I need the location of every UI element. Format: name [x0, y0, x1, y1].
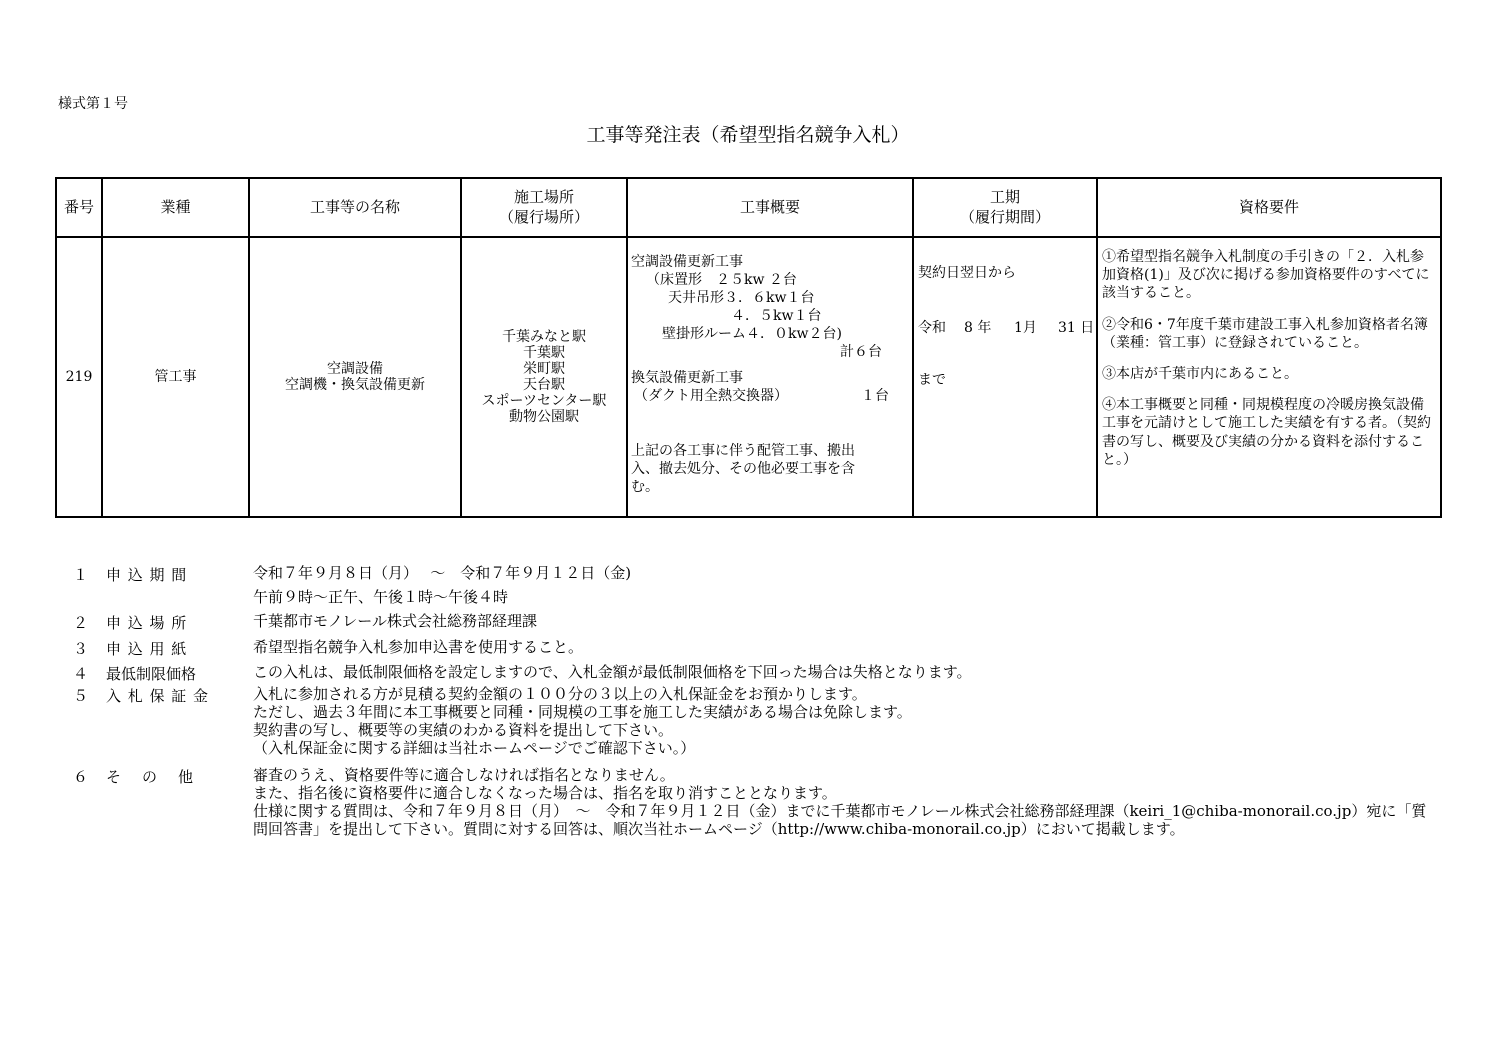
- note-line: この入札は、最低制限価格を設定しますので、入札金額が最低制限価格を下回った場合は失格となります。: [253, 663, 972, 681]
- table-row: [56, 237, 1441, 517]
- overview-line: む。: [631, 479, 659, 495]
- period-year: 8 年: [964, 320, 992, 336]
- header-period: [913, 178, 1097, 237]
- row-type: 管工事: [102, 237, 249, 517]
- note-line: 契約書の写し、概要等の実績のわかる資料を提出して下さい。: [253, 721, 674, 739]
- header-site: [461, 178, 627, 237]
- overview-line: 空調設備更新工事: [631, 254, 743, 270]
- note-line: また、指名後に資格要件に適合しなくなった場合は、指名を取り消すこととなります。: [253, 784, 837, 802]
- period-month: 1月: [1014, 320, 1037, 336]
- overview-line: １台: [861, 388, 889, 404]
- period-era: 令和: [918, 320, 946, 336]
- header-period-line1: 工期: [989, 188, 1020, 206]
- note-line: （入札保証金に関する詳細は当社ホームページでご確認下さい。）: [253, 739, 696, 757]
- note-line: 午前９時～正午、午後１時～午後４時: [253, 588, 509, 606]
- note-line: 審査のうえ、資格要件等に適合しなければ指名となりません。: [253, 766, 675, 784]
- note-text: [253, 564, 631, 606]
- row-qualification: [1097, 237, 1441, 517]
- header-type: 業種: [102, 178, 249, 237]
- note-line: 千葉都市モノレール株式会社総務部経理課: [253, 612, 537, 630]
- qualification-item: ②令和6・7年度千葉市建設工事入札参加資格者名簿（業種：管工事）に登録されていること。: [1102, 316, 1428, 351]
- form-number: 様式第１号: [58, 96, 128, 112]
- period-until: まで: [918, 372, 946, 388]
- site-item: 天台駅: [523, 377, 565, 393]
- qualification-item: ③本店が千葉市内にあること。: [1102, 365, 1298, 382]
- document-title: 工事等発注表（希望型指名競争入札）: [586, 124, 910, 146]
- row-number: 219: [56, 237, 102, 517]
- qualification-item: ①希望型指名競争入札制度の手引きの「２．入札参加資格(1)」及び次に掲げる参加資格要件のすべてに該当すること。: [1102, 249, 1430, 302]
- note-line: 令和７年９月８日（月） ～ 令和７年９月１２日（金): [253, 564, 632, 582]
- header-period-line2: （履行期間）: [959, 207, 1050, 226]
- note-line: 入札に参加される方が見積る契約金額の１００分の３以上の入札保証金をお預かりします。: [253, 685, 867, 703]
- site-item: 動物公園駅: [509, 409, 579, 426]
- note-label: そ の 他: [106, 768, 197, 786]
- note-line: ただし、過去３年間に本工事概要と同種・同規模の工事を施工した実績がある場合は免除します。: [253, 703, 912, 721]
- header-name: 工事等の名称: [249, 178, 461, 237]
- table-header-row: [56, 178, 1441, 237]
- note-number: ３: [73, 640, 89, 658]
- overview-line: （床置形 ２５kw ２台: [646, 272, 797, 288]
- row-name-line1: 空調設備: [327, 360, 383, 377]
- note-number: ２: [73, 614, 89, 632]
- note-line: 希望型指名競争入札参加申込書を使用すること。: [253, 638, 584, 656]
- qualification-item: ④本工事概要と同種・同規模程度の冷暖房換気設備工事を元請けとして施工した実績を有する者。（契約書の写し、概要及び実績の分かる資料を添付すること。）: [1102, 397, 1431, 468]
- note-text: [253, 663, 972, 681]
- row-sites: [461, 237, 627, 517]
- row-name: [249, 237, 461, 517]
- overview-line: 壁掛形ルーム４．０kw２台): [662, 326, 842, 342]
- header-number: 番号: [56, 178, 102, 237]
- order-table: [55, 177, 1442, 518]
- header-site-line2: （履行場所）: [498, 207, 589, 226]
- overview-line: 上記の各工事に伴う配管工事、搬出: [631, 443, 855, 459]
- site-item: スポーツセンター駅: [481, 393, 607, 410]
- note-number: ６: [73, 768, 89, 786]
- overview-line: ４．５kw１台: [731, 308, 822, 324]
- overview-line: 換気設備更新工事: [631, 370, 743, 386]
- note-text: [253, 766, 1433, 838]
- site-item: 千葉みなと駅: [502, 328, 586, 345]
- note-line: 仕様に関する質問は、令和７年９月８日（月） ～ 令和７年９月１２日（金）までに千葉都市モノレール株式会社総務部経理課（keiri_1@chiba-monorail.co.jp）宛に「質問回答書」を提出して下さい。質問に対する回答は、順次当社ホームページ（http://www.chiba-monorail.co.jp）において掲載します。: [253, 802, 1427, 838]
- note-text: [253, 612, 537, 630]
- header-qualification: 資格要件: [1097, 178, 1441, 237]
- period-day: 31 日: [1058, 320, 1095, 336]
- note-label: 申込場所: [106, 614, 194, 632]
- note-label: 最低制限価格: [106, 665, 197, 683]
- period-start: 契約日翌日から: [918, 265, 1016, 281]
- overview-line: 計６台: [840, 344, 882, 360]
- note-label: 申込用紙: [106, 640, 194, 658]
- header-site-line1: 施工場所: [513, 188, 574, 206]
- note-number: ５: [73, 687, 89, 705]
- row-period: [913, 237, 1097, 517]
- overview-line: 天井吊形３．６kw１台: [668, 290, 815, 306]
- note-text: [253, 685, 912, 757]
- note-label: 入札保証金: [106, 687, 215, 705]
- row-overview: [627, 237, 913, 517]
- header-overview: 工事概要: [627, 178, 913, 237]
- row-name-line2: 空調機・換気設備更新: [285, 377, 425, 393]
- note-text: [253, 638, 583, 656]
- overview-line: 入、撤去処分、その他必要工事を含: [631, 461, 855, 477]
- site-item: 千葉駅: [523, 344, 565, 361]
- site-item: 栄町駅: [523, 360, 565, 377]
- overview-line: （ダクト用全熱交換器）: [634, 388, 788, 404]
- note-number: １: [73, 566, 89, 584]
- note-label: 申込期間: [106, 566, 194, 584]
- note-number: ４: [73, 665, 89, 683]
